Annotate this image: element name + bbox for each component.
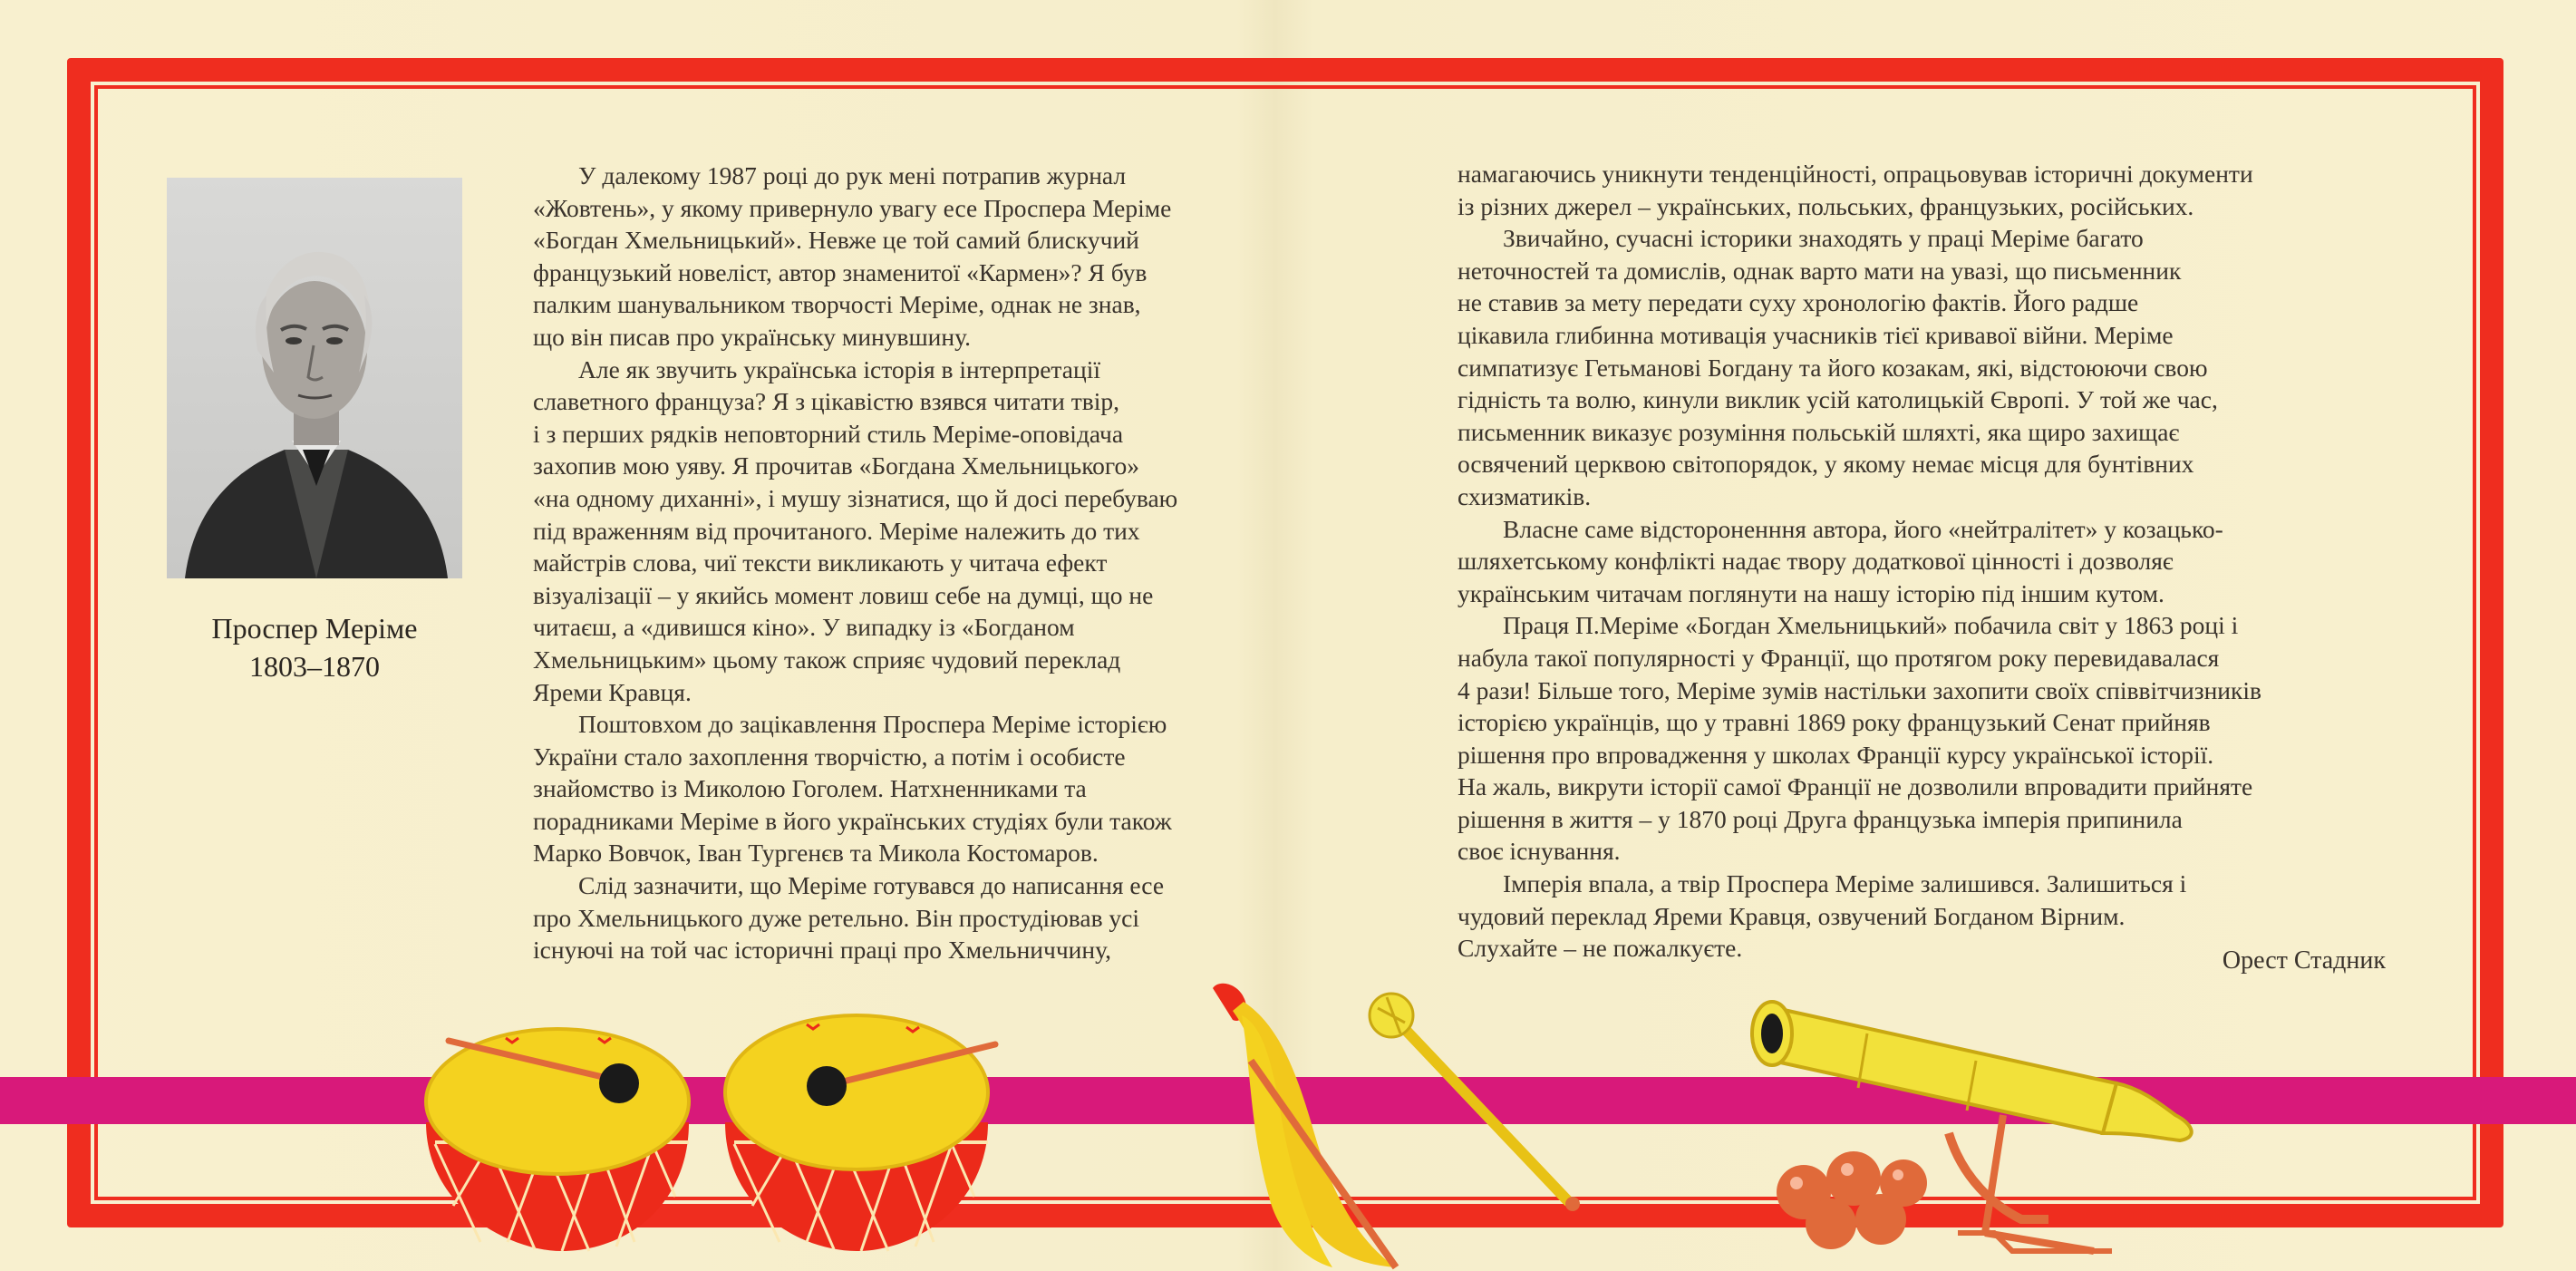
text-line: рішення про впровадження у школах Франції курсу української історії. xyxy=(1457,740,2214,769)
text-line: що він писав про українську минувшину. xyxy=(533,322,971,351)
drum-icon xyxy=(725,1015,995,1251)
text-line: Хмельницьким» цьому також сприяє чудовий переклад xyxy=(533,645,1121,674)
text-line: славетного француза? Я з цікавістю взявся читати твір, xyxy=(533,387,1120,416)
text-line: України стало захоплення творчістю, а потім і особисте xyxy=(533,742,1126,771)
text-line: «на одному диханні», і мушу зізнатися, що й досі перебуваю xyxy=(533,483,1178,512)
text-line: під враженням від прочитаного. Меріме належить до тих xyxy=(533,516,1140,545)
text-line: палким шанувальником творчості Меріме, однак не знав, xyxy=(533,290,1141,319)
text-line: схизматиків. xyxy=(1457,481,1592,510)
text-line: Імперія впала, а твір Проспера Меріме залишився. Залишиться і xyxy=(1503,869,2187,898)
text-line: візуалізації – у якийсь момент ловиш себе на думці, що не xyxy=(533,580,1154,609)
author-signature: Орест Стадник xyxy=(2222,946,2386,975)
text-line: У далекому 1987 році до рук мені потрапив журнал xyxy=(578,161,1127,189)
text-line: існуючі на той час історичні праці про Хмельниччину, xyxy=(533,936,1111,965)
text-line: освячений церквою світопорядок, у якому немає місця для бунтівних xyxy=(1457,450,2194,479)
text-line: не ставив за мету передати суху хронологію фактів. Його радше xyxy=(1457,288,2139,317)
text-line: своє існування. xyxy=(1457,837,1621,866)
portrait-name: Проспер Меріме xyxy=(211,612,418,645)
text-line: «Жовтень», у якому привернуло увагу есе Проспера Меріме xyxy=(533,193,1172,222)
text-line: Марко Вовчок, Іван Тургенєв та Микола Костомаров. xyxy=(533,839,1099,868)
text-line: 4 рази! Більше того, Меріме зумів настільки захопити своїх співвітчизників xyxy=(1457,675,2261,704)
text-line: захопив мою уяву. Я прочитав «Богдана Хмельницького» xyxy=(533,451,1140,480)
text-line: майстрів слова, чиї тексти викликають у читача ефект xyxy=(533,548,1108,577)
text-line: Звичайно, сучасні історики знаходять у праці Меріме багато xyxy=(1503,224,2144,253)
mace-icon xyxy=(1370,994,1580,1211)
text-line: симпатизує Гетьманові Богдану та його козакам, які, відстоюючи свою xyxy=(1457,353,2208,382)
text-line: із різних джерел – українських, польських, французьких, російських. xyxy=(1457,191,2194,220)
text-line: читаєш, а «дивишся кіно». У випадку із «Богданом xyxy=(533,613,1075,642)
text-line: намагаючись уникнути тенденційності, опрацьовував історичні документи xyxy=(1457,160,2253,188)
text-line: Слухайте – не пожалкуєте. xyxy=(1457,934,1743,963)
text-line: порадниками Меріме в його українських студіях були також xyxy=(533,806,1172,835)
text-line: гідність та волю, кинули виклик усій католицькій Європі. У той же час, xyxy=(1457,385,2218,414)
text-line: цікавила глибинна мотивація учасників тієї кривавої війни. Меріме xyxy=(1457,320,2174,349)
text-line: історією українців, що у травні 1869 року французький Сенат прийняв xyxy=(1457,708,2211,737)
text-line: письменник виказує розуміння польській шляхті, яка щиро захищає xyxy=(1457,417,2180,446)
text-line: французький новеліст, автор знаменитої «Кармен»? Я був xyxy=(533,257,1148,286)
text-line: про Хмельницького дуже ретельно. Він простудіював усі xyxy=(533,903,1140,932)
text-line: і з перших рядків неповторний стиль Меріме-оповідача xyxy=(533,419,1124,448)
text-line: рішення в життя – у 1870 році Друга французька імперія припинила xyxy=(1457,804,2183,833)
drum-icon xyxy=(426,1029,689,1251)
portrait-years: 1803–1870 xyxy=(249,650,380,683)
feather-mace-icon xyxy=(1213,984,1396,1267)
text-line: Але як звучить українська історія в інтерпретації xyxy=(578,354,1100,383)
text-line: Поштовхом до зацікавлення Проспера Меріме історією xyxy=(578,710,1167,739)
text-line: українським читачам поглянути на нашу історію під іншим кутом. xyxy=(1457,578,2164,607)
text-line: Праця П.Меріме «Богдан Хмельницький» побачила світ у 1863 році і xyxy=(1503,611,2239,640)
text-line: Яреми Кравця. xyxy=(533,677,692,706)
cannonballs-icon xyxy=(1777,1151,1927,1249)
text-line: На жаль, викрути історії самої Франції не дозволили впровадити прийняте xyxy=(1457,772,2253,801)
text-line: «Богдан Хмельницький». Невже це той самий блискучий xyxy=(533,226,1139,255)
text-line: шляхетському конфлікті надає твору додаткової цінності і дозволяє xyxy=(1457,547,2174,576)
text-line: неточностей та домислів, однак варто мати на увазі, що письменник xyxy=(1457,256,2182,285)
text-line: чудовий переклад Яреми Кравця, озвучений Богданом Вірним. xyxy=(1457,901,2126,930)
text-line: Власне саме відстороненння автора, його «нейтралітет» у козацько- xyxy=(1503,514,2223,543)
text-line: знайомство із Миколою Гоголем. Натхненниками та xyxy=(533,774,1087,803)
text-line: набула такої популярності у Франції, що протягом року перевидавалася xyxy=(1457,643,2220,672)
text-line: Слід зазначити, що Меріме готувався до написання есе xyxy=(578,871,1165,900)
